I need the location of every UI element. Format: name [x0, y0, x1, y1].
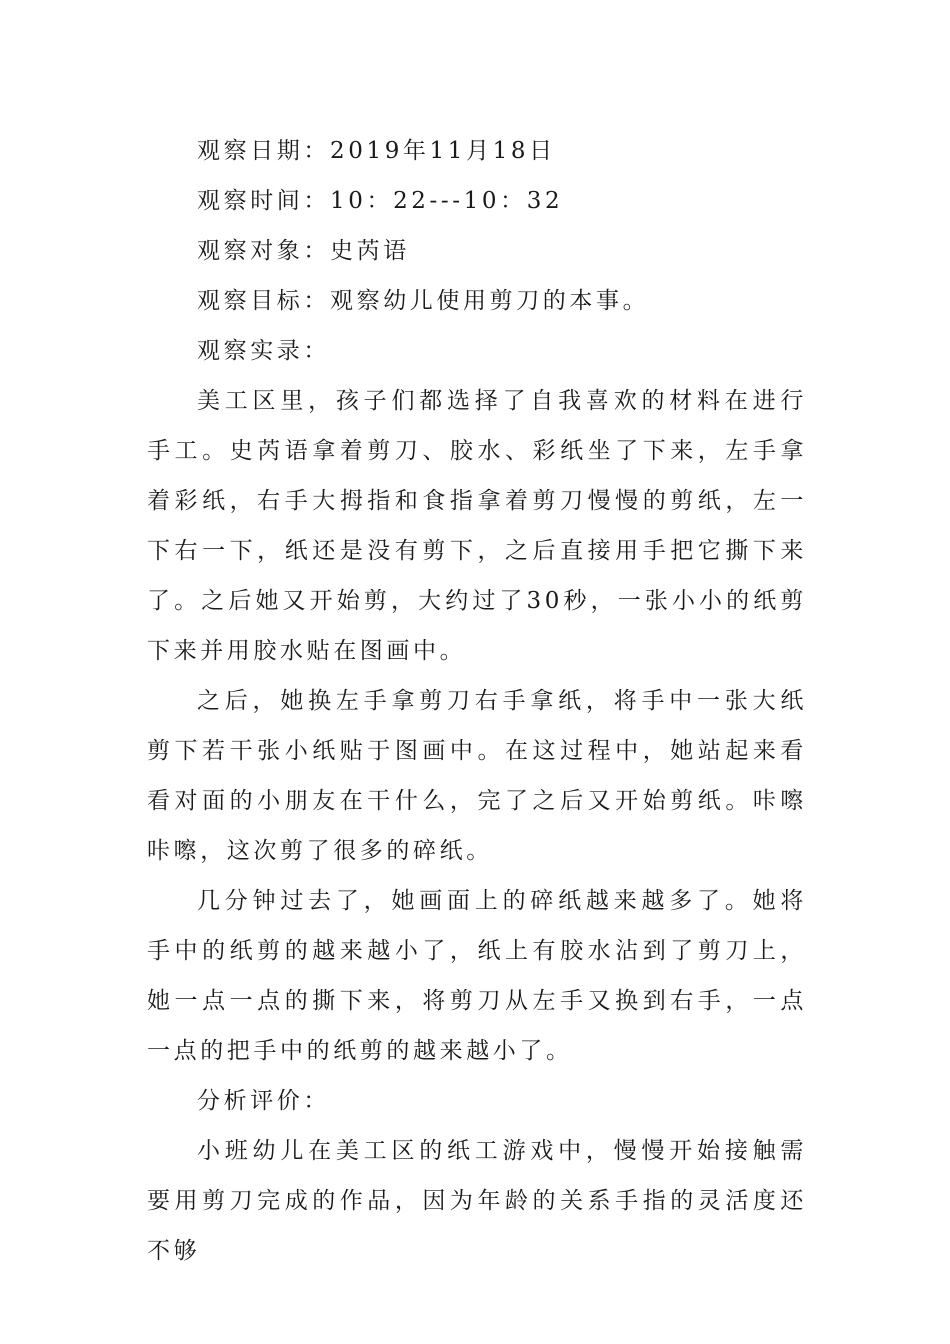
- record-paragraph-3: 几分钟过去了，她画面上的碎纸越来越多了。她将手中的纸剪的越来越小了，纸上有胶水沾到了剪刀上，她一点一点的撕下来，将剪刀从左手又换到右手，一点一点的把手中的纸剪的越来越小了。: [147, 888, 807, 1064]
- record-paragraph-2: 之后，她换左手拿剪刀右手拿纸，将手中一张大纸剪下若干张小纸贴于图画中。在这过程中，她站起来看看对面的小朋友在干什么，完了之后又开始剪纸。咔嚓咔嚓，这次剪了很多的碎纸。: [147, 688, 807, 864]
- observation-goal: 观察目标：观察幼儿使用剪刀的本事。: [197, 288, 650, 314]
- observation-time: 观察时间：10：22---10：32: [197, 188, 564, 214]
- observation-subject: 观察对象：史芮语: [197, 238, 410, 264]
- analysis-paragraph: 小班幼儿在美工区的纸工游戏中，慢慢开始接触需要用剪刀完成的作品，因为年龄的关系手指的灵活度还不够: [147, 1138, 807, 1264]
- record-paragraph-1: 美工区里，孩子们都选择了自我喜欢的材料在进行手工。史芮语拿着剪刀、胶水、彩纸坐了下来，左手拿着彩纸，右手大拇指和食指拿着剪刀慢慢的剪纸，左一下右一下，纸还是没有剪下，之后直接用手把它撕下来了。之后她又开始剪，大约过了30秒，一张小小的纸剪下来并用胶水贴在图画中。: [147, 388, 807, 664]
- observation-date: 观察日期：2019年11月18日: [197, 138, 556, 164]
- observation-record-heading: 观察实录：: [197, 338, 330, 364]
- analysis-heading: 分析评价：: [197, 1088, 330, 1114]
- document-body: [147, 126, 807, 1276]
